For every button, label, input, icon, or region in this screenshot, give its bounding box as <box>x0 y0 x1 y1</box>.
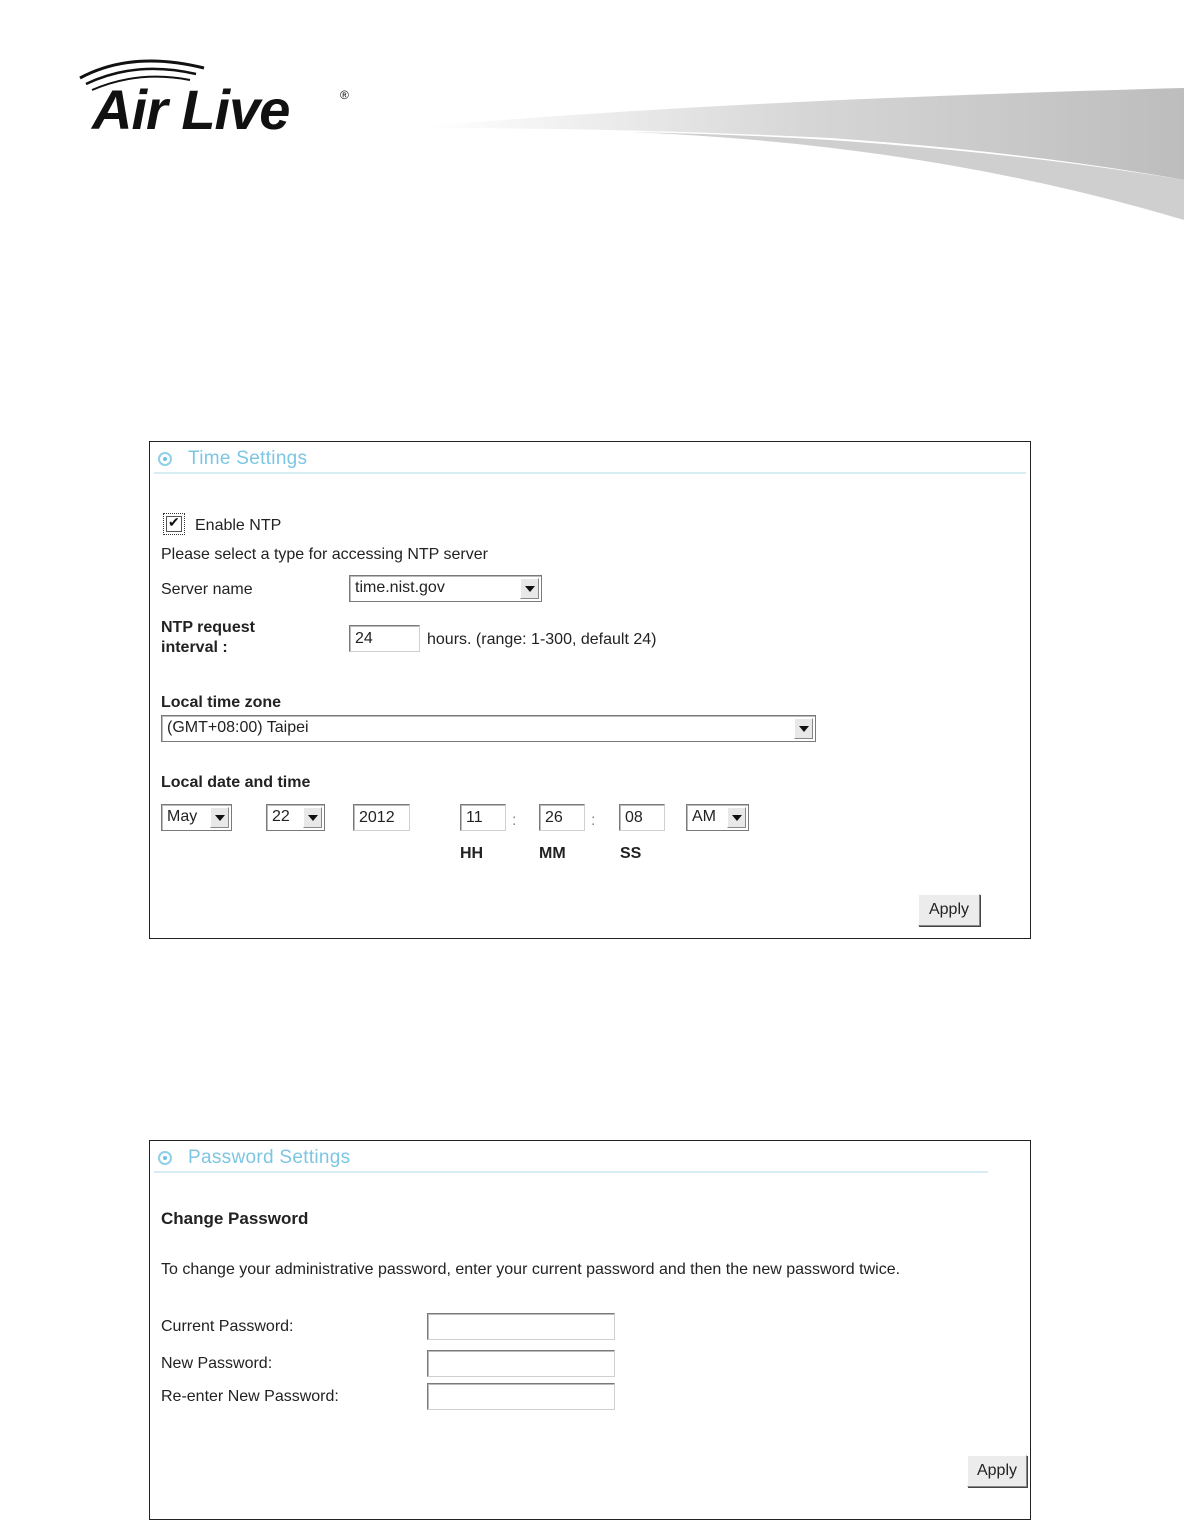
server-name-select[interactable] <box>349 575 542 602</box>
ampm-value: AM <box>692 808 716 825</box>
hh-label: HH <box>460 845 484 862</box>
timezone-select[interactable] <box>161 715 816 742</box>
ntp-instruction: Please select a type for accessing NTP server <box>161 546 488 563</box>
checkmark-icon: ✔ <box>168 514 180 530</box>
month-select[interactable] <box>161 804 232 831</box>
airlive-logo <box>72 52 372 142</box>
dropdown-arrow-icon[interactable] <box>303 807 322 828</box>
ntp-interval-hint: hours. (range: 1-300, default 24) <box>427 631 657 648</box>
bullet-circle-icon <box>158 1151 172 1165</box>
year-input[interactable] <box>353 804 410 831</box>
panel-title: Password Settings <box>188 1147 351 1168</box>
current-password-label: Current Password: <box>161 1318 294 1335</box>
panel-title: Time Settings <box>188 448 308 469</box>
time-separator: : <box>512 812 517 829</box>
new-password-label: New Password: <box>161 1355 273 1372</box>
enable-ntp-label: Enable NTP <box>195 517 282 534</box>
ampm-select[interactable] <box>686 804 749 831</box>
dropdown-arrow-icon[interactable] <box>520 578 539 599</box>
enable-ntp-checkbox[interactable] <box>166 516 182 532</box>
dropdown-arrow-icon[interactable] <box>727 807 746 828</box>
dropdown-arrow-icon[interactable] <box>210 807 229 828</box>
month-value: May <box>167 808 198 825</box>
header-banner-swoosh <box>430 80 1184 230</box>
change-password-heading: Change Password <box>161 1209 309 1228</box>
reenter-password-input[interactable] <box>427 1383 615 1410</box>
new-password-input[interactable] <box>427 1350 615 1377</box>
ntp-interval-label: NTP request interval : <box>161 619 255 656</box>
day-value: 22 <box>272 808 290 825</box>
current-password-input[interactable] <box>427 1313 615 1340</box>
bullet-circle-icon <box>158 452 172 466</box>
timezone-value: (GMT+08:00) Taipei <box>167 719 309 736</box>
panel-title-bar <box>154 446 1026 474</box>
ntp-interval-input[interactable] <box>349 625 420 652</box>
server-name-label: Server name <box>161 581 253 598</box>
datetime-label: Local date and time <box>161 774 311 791</box>
second-input[interactable] <box>619 804 665 831</box>
reenter-password-label: Re-enter New Password: <box>161 1388 339 1405</box>
time-apply-button[interactable]: Apply <box>918 894 980 926</box>
password-apply-button[interactable]: Apply <box>967 1455 1027 1487</box>
dropdown-arrow-icon[interactable] <box>794 718 813 739</box>
minute-input[interactable] <box>539 804 585 831</box>
registered-mark: ® <box>340 88 349 102</box>
ss-label: SS <box>620 845 642 862</box>
day-select[interactable] <box>266 804 325 831</box>
hour-input[interactable] <box>460 804 506 831</box>
server-name-value: time.nist.gov <box>355 579 445 596</box>
mm-label: MM <box>539 845 566 862</box>
time-settings-panel <box>149 441 1031 939</box>
panel-title-bar <box>154 1145 988 1173</box>
brand-name: Air Live <box>92 78 290 141</box>
password-settings-panel <box>149 1140 1031 1520</box>
time-separator: : <box>591 812 596 829</box>
timezone-label: Local time zone <box>161 694 282 711</box>
password-description: To change your administrative password, enter your current password and then the new password twice. <box>161 1261 901 1278</box>
